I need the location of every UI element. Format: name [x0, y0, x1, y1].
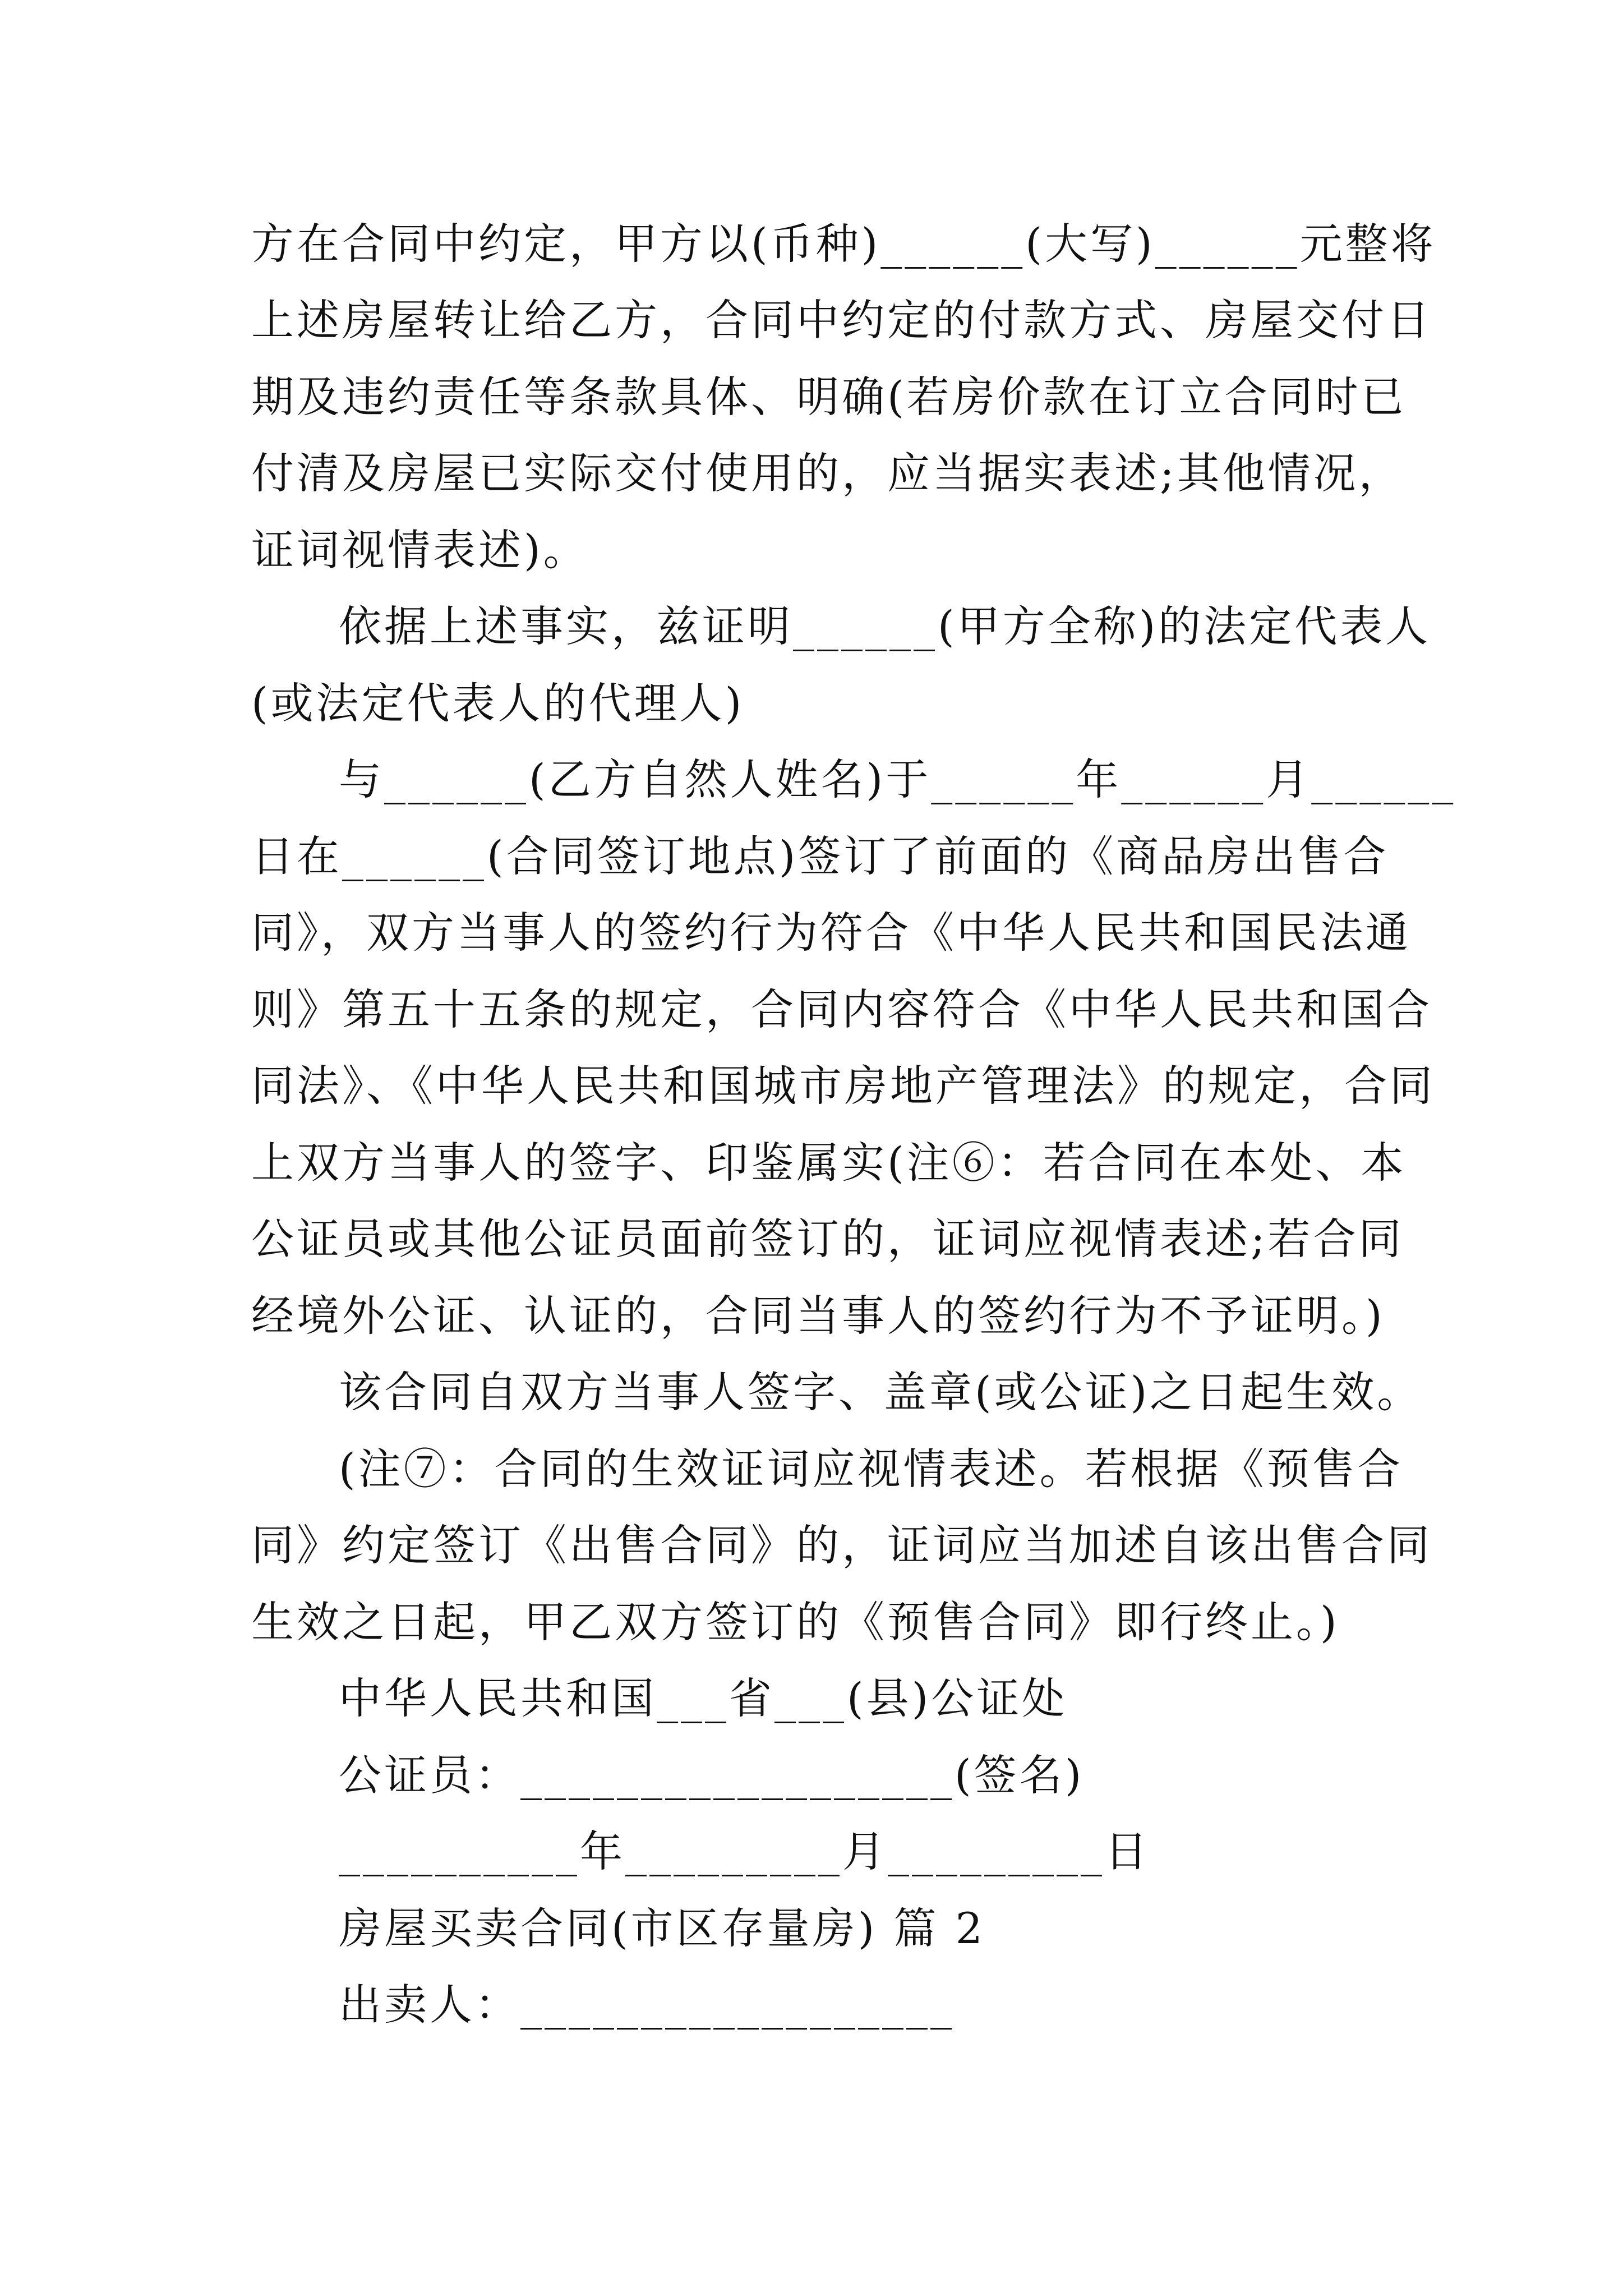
text-line: 方在合同中约定，甲方以(币种)______(大写)______元整将	[251, 219, 1436, 269]
text-line: 生效之日起，甲乙双方签订的《预售合同》即行终止。)	[251, 1597, 1340, 1647]
text-line: 出卖人：__________________	[339, 1980, 955, 2030]
text-line: 该合同自双方当事人签字、盖章(或公证)之日起生效。	[339, 1367, 1423, 1417]
text-line: 与______(乙方自然人姓名)于______年______月______	[339, 754, 1456, 804]
text-line: (或法定代表人的代理人)	[251, 678, 745, 728]
text-line: 公证员或其他公证员面前签订的，证词应视情表述;若合同	[251, 1214, 1404, 1264]
text-line: 上双方当事人的签字、印鉴属实(注⑥：若合同在本处、本	[251, 1138, 1407, 1188]
text-line: 付清及房屋已实际交付使用的，应当据实表述;其他情况，	[251, 448, 1404, 498]
text-line: 同》，双方当事人的签约行为符合《中华人民共和国民法通	[251, 908, 1411, 958]
text-line: 上述房屋转让给乙方，合同中约定的付款方式、房屋交付日	[251, 295, 1432, 345]
text-line: (注⑦：合同的生效证词应视情表述。若根据《预售合	[339, 1444, 1403, 1494]
text-line: 中华人民共和国___省___(县)公证处	[339, 1673, 1068, 1723]
text-line: 同》约定签订《出售合同》的，证词应当加述自该出售合同	[251, 1520, 1432, 1570]
section-heading: 房屋买卖合同(市区存量房) 篇 2	[339, 1903, 985, 1953]
text-line: __________年_________月_________日	[339, 1826, 1150, 1876]
text-line: 依据上述事实，兹证明______(甲方全称)的法定代表人	[339, 601, 1431, 651]
text-line: 证词视情表述)。	[251, 525, 589, 575]
text-line: 日在______(合同签订地点)签订了前面的《商品房出售合	[251, 831, 1389, 881]
text-line: 则》第五十五条的规定，合同内容符合《中华人民共和国合	[251, 984, 1432, 1034]
text-line: 公证员：__________________(签名)	[339, 1750, 1085, 1800]
text-line: 经境外公证、认证的，合同当事人的签约行为不予证明。)	[251, 1291, 1385, 1341]
text-line: 期及违约责任等条款具体、明确(若房价款在订立合同时已	[251, 372, 1407, 422]
text-line: 同法》、《中华人民共和国城市房地产管理法》的规定，合同	[251, 1061, 1435, 1111]
